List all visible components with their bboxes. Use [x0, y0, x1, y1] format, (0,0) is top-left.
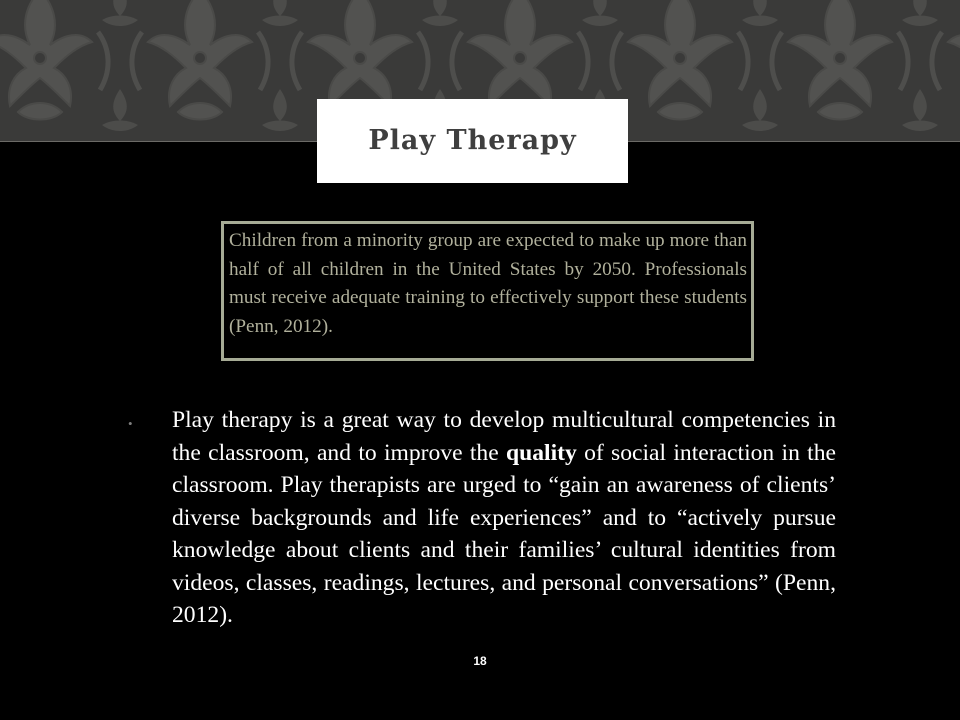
- title-box: [317, 99, 628, 183]
- bullet-emphasis: quality: [505, 439, 577, 466]
- callout-box: [221, 221, 754, 361]
- bullet-list: [128, 404, 838, 632]
- bullet-text-after: of social interaction in the classroom. Play therapists are urged to “gain an awareness of clients’ diverse backgrounds and life experiences” and to “actively pursue knowledge about clients and their families’ cultural identities from videos, classes, readings, lectures, and personal conversations” (Penn, 2012).: [172, 439, 836, 628]
- bullet-text-before: Play therapy is a great way to develop multicultural competencies in the classroom, and to improve the: [172, 407, 836, 466]
- bullet-marker: •: [128, 416, 133, 431]
- slide-title: Play Therapy: [368, 124, 577, 156]
- page-number: 18: [473, 654, 487, 668]
- bullet-item: [172, 404, 836, 632]
- callout-text: Children from a minority group are expected to make up more than half of all children in the United States by 2050. Professionals must receive adequate training to effectively support these students (Penn, 2012).: [229, 230, 747, 337]
